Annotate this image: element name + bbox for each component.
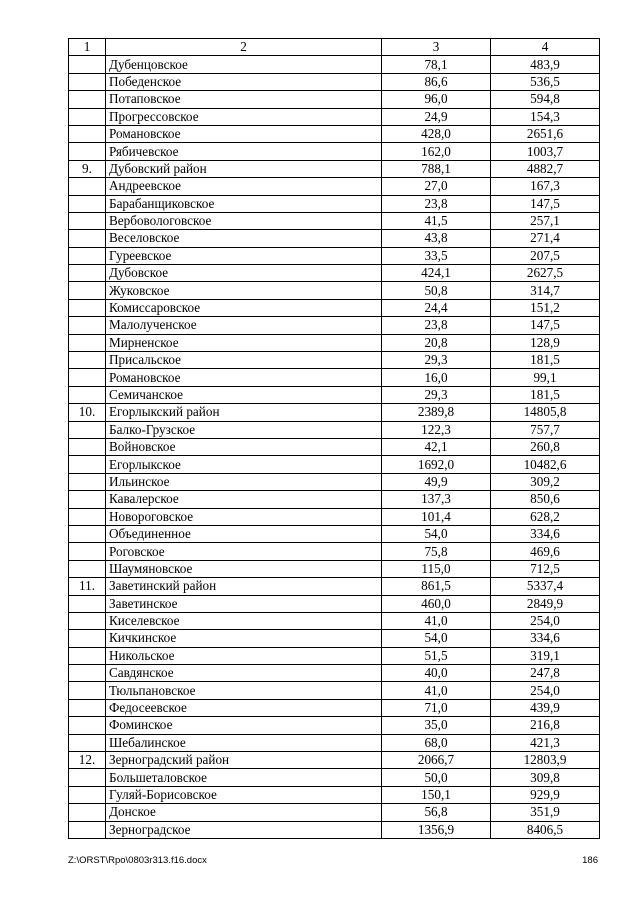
- row-value-col4: 128,9: [491, 334, 600, 351]
- row-value-col4: 271,4: [491, 230, 600, 247]
- row-value-col4: 929,9: [491, 786, 600, 803]
- row-value-col3: 86,6: [382, 73, 491, 90]
- row-name: Барабанщиковское: [106, 195, 382, 212]
- row-name: Гуляй-Борисовское: [106, 786, 382, 803]
- row-number: [69, 108, 106, 125]
- table-row: [69, 786, 600, 803]
- table-row: [69, 404, 600, 421]
- row-name: Балко-Грузское: [106, 421, 382, 438]
- row-number: [69, 665, 106, 682]
- row-value-col4: 207,5: [491, 247, 600, 264]
- table-row: [69, 630, 600, 647]
- row-number: [69, 56, 106, 73]
- row-value-col4: 181,5: [491, 352, 600, 369]
- row-value-col4: 309,2: [491, 473, 600, 490]
- table-row: [69, 682, 600, 699]
- row-name: Никольское: [106, 647, 382, 664]
- row-number: [69, 560, 106, 577]
- row-number: [69, 525, 106, 542]
- table-row: [69, 334, 600, 351]
- row-number: [69, 717, 106, 734]
- row-value-col3: 20,8: [382, 334, 491, 351]
- row-value-col3: 428,0: [382, 125, 491, 142]
- row-name: Шебалинское: [106, 734, 382, 751]
- row-value-col3: 861,5: [382, 578, 491, 595]
- row-value-col4: 309,8: [491, 769, 600, 786]
- row-name: Андреевское: [106, 178, 382, 195]
- row-number: [69, 647, 106, 664]
- row-value-col4: 151,2: [491, 299, 600, 316]
- row-value-col4: 351,9: [491, 804, 600, 821]
- table-row: [69, 665, 600, 682]
- row-name: Кавалерское: [106, 491, 382, 508]
- row-name: Савдянское: [106, 665, 382, 682]
- table-row: [69, 230, 600, 247]
- header-col-2: 2: [106, 39, 382, 56]
- row-name: Большеталовское: [106, 769, 382, 786]
- row-value-col4: 216,8: [491, 717, 600, 734]
- table-row: [69, 473, 600, 490]
- row-value-col4: 12803,9: [491, 752, 600, 769]
- row-name: Новороговское: [106, 508, 382, 525]
- row-value-col3: 460,0: [382, 595, 491, 612]
- table-row: [69, 317, 600, 334]
- row-number: [69, 282, 106, 299]
- row-number: [69, 821, 106, 838]
- table-row: [69, 73, 600, 90]
- row-name: Рябичевское: [106, 143, 382, 160]
- table-row: [69, 804, 600, 821]
- row-value-col4: 334,6: [491, 525, 600, 542]
- row-value-col3: 41,0: [382, 682, 491, 699]
- row-value-col4: 850,6: [491, 491, 600, 508]
- row-name: Зерноградское: [106, 821, 382, 838]
- row-value-col4: 4882,7: [491, 160, 600, 177]
- row-number: [69, 91, 106, 108]
- row-value-col4: 421,3: [491, 734, 600, 751]
- table-row: [69, 491, 600, 508]
- row-name: Потаповское: [106, 91, 382, 108]
- table-row: [69, 717, 600, 734]
- row-value-col3: 41,0: [382, 612, 491, 629]
- row-value-col3: 33,5: [382, 247, 491, 264]
- table-row: [69, 212, 600, 229]
- row-value-col3: 24,4: [382, 299, 491, 316]
- row-number: [69, 630, 106, 647]
- row-name: Прогрессовское: [106, 108, 382, 125]
- row-number: [69, 456, 106, 473]
- row-number: [69, 247, 106, 264]
- row-number: 10.: [69, 404, 106, 421]
- row-name: Ильинское: [106, 473, 382, 490]
- row-number: [69, 508, 106, 525]
- row-number: [69, 230, 106, 247]
- row-number: [69, 473, 106, 490]
- row-name: Фоминское: [106, 717, 382, 734]
- row-value-col4: 254,0: [491, 682, 600, 699]
- table-row: [69, 352, 600, 369]
- row-name: Веселовское: [106, 230, 382, 247]
- row-number: [69, 786, 106, 803]
- row-value-col3: 1692,0: [382, 456, 491, 473]
- row-number: [69, 734, 106, 751]
- row-value-col4: 536,5: [491, 73, 600, 90]
- table-row: [69, 108, 600, 125]
- row-value-col4: 483,9: [491, 56, 600, 73]
- row-value-col3: 150,1: [382, 786, 491, 803]
- row-name: Киселевское: [106, 612, 382, 629]
- row-number: [69, 317, 106, 334]
- row-number: [69, 125, 106, 142]
- row-value-col3: 75,8: [382, 543, 491, 560]
- header-col-1: 1: [69, 39, 106, 56]
- row-number: 9.: [69, 160, 106, 177]
- row-value-col3: 71,0: [382, 699, 491, 716]
- row-number: [69, 491, 106, 508]
- row-value-col3: 35,0: [382, 717, 491, 734]
- table-row: [69, 369, 600, 386]
- row-value-col4: 439,9: [491, 699, 600, 716]
- row-value-col3: 41,5: [382, 212, 491, 229]
- row-value-col3: 2066,7: [382, 752, 491, 769]
- row-value-col4: 628,2: [491, 508, 600, 525]
- row-value-col3: 137,3: [382, 491, 491, 508]
- row-name: Романовское: [106, 125, 382, 142]
- row-value-col4: 8406,5: [491, 821, 600, 838]
- row-number: [69, 682, 106, 699]
- row-value-col3: 51,5: [382, 647, 491, 664]
- row-value-col3: 115,0: [382, 560, 491, 577]
- row-value-col4: 757,7: [491, 421, 600, 438]
- row-number: [69, 386, 106, 403]
- row-name: Зерноградский район: [106, 752, 382, 769]
- row-value-col3: 56,8: [382, 804, 491, 821]
- row-number: [69, 352, 106, 369]
- row-name: Федосеевское: [106, 699, 382, 716]
- row-value-col4: 2627,5: [491, 265, 600, 282]
- table-row: [69, 699, 600, 716]
- row-number: [69, 699, 106, 716]
- row-value-col4: 167,3: [491, 178, 600, 195]
- row-name: Егорлыкское: [106, 456, 382, 473]
- row-name: Объединенное: [106, 525, 382, 542]
- table-row: [69, 769, 600, 786]
- row-name: Дубовское: [106, 265, 382, 282]
- row-number: [69, 369, 106, 386]
- table-row: [69, 265, 600, 282]
- row-value-col3: 23,8: [382, 195, 491, 212]
- row-number: [69, 334, 106, 351]
- row-name: Победенское: [106, 73, 382, 90]
- header-col-3: 3: [382, 39, 491, 56]
- row-number: 12.: [69, 752, 106, 769]
- row-value-col4: 319,1: [491, 647, 600, 664]
- row-value-col3: 101,4: [382, 508, 491, 525]
- row-value-col3: 96,0: [382, 91, 491, 108]
- row-value-col3: 1356,9: [382, 821, 491, 838]
- table-row: [69, 595, 600, 612]
- row-name: Донское: [106, 804, 382, 821]
- row-number: 11.: [69, 578, 106, 595]
- row-name: Малолученское: [106, 317, 382, 334]
- row-value-col3: 23,8: [382, 317, 491, 334]
- row-name: Кичкинское: [106, 630, 382, 647]
- row-value-col3: 27,0: [382, 178, 491, 195]
- row-value-col3: 16,0: [382, 369, 491, 386]
- row-value-col3: 788,1: [382, 160, 491, 177]
- footer-page-number: 186: [582, 855, 598, 866]
- row-value-col3: 24,9: [382, 108, 491, 125]
- row-name: Семичанское: [106, 386, 382, 403]
- table-row: [69, 56, 600, 73]
- table-row: [69, 195, 600, 212]
- table-row: [69, 421, 600, 438]
- table-row: [69, 299, 600, 316]
- row-number: [69, 265, 106, 282]
- row-value-col4: 469,6: [491, 543, 600, 560]
- row-name: Жуковское: [106, 282, 382, 299]
- table-row: [69, 508, 600, 525]
- row-name: Дубовский район: [106, 160, 382, 177]
- row-value-col3: 78,1: [382, 56, 491, 73]
- row-value-col4: 10482,6: [491, 456, 600, 473]
- table-body: [69, 39, 600, 839]
- table-row: [69, 578, 600, 595]
- table-row: [69, 160, 600, 177]
- row-value-col3: 162,0: [382, 143, 491, 160]
- row-value-col3: 40,0: [382, 665, 491, 682]
- row-number: [69, 73, 106, 90]
- table-row: [69, 647, 600, 664]
- table-row: [69, 247, 600, 264]
- row-number: [69, 178, 106, 195]
- row-value-col3: 49,9: [382, 473, 491, 490]
- row-name: Вербовологовское: [106, 212, 382, 229]
- row-name: Присальское: [106, 352, 382, 369]
- row-name: Тюльпановское: [106, 682, 382, 699]
- row-name: Мирненское: [106, 334, 382, 351]
- table-row: [69, 734, 600, 751]
- row-value-col4: 147,5: [491, 317, 600, 334]
- table-row: [69, 282, 600, 299]
- table-row: [69, 525, 600, 542]
- row-name: Комиссаровское: [106, 299, 382, 316]
- row-value-col4: 254,0: [491, 612, 600, 629]
- row-number: [69, 438, 106, 455]
- data-table: [68, 38, 600, 839]
- row-value-col4: 99,1: [491, 369, 600, 386]
- row-number: [69, 212, 106, 229]
- row-number: [69, 612, 106, 629]
- row-name: Заветинское: [106, 595, 382, 612]
- row-value-col4: 2849,9: [491, 595, 600, 612]
- row-number: [69, 195, 106, 212]
- row-value-col4: 257,1: [491, 212, 600, 229]
- header-col-4: 4: [491, 39, 600, 56]
- row-value-col4: 594,8: [491, 91, 600, 108]
- row-value-col4: 260,8: [491, 438, 600, 455]
- row-value-col3: 43,8: [382, 230, 491, 247]
- row-value-col4: 247,8: [491, 665, 600, 682]
- table-row: [69, 91, 600, 108]
- row-value-col3: 29,3: [382, 352, 491, 369]
- row-name: Романовское: [106, 369, 382, 386]
- row-value-col3: 424,1: [382, 265, 491, 282]
- table-row: [69, 612, 600, 629]
- row-value-col4: 314,7: [491, 282, 600, 299]
- table-row: [69, 178, 600, 195]
- row-value-col4: 2651,6: [491, 125, 600, 142]
- row-number: [69, 543, 106, 560]
- row-number: [69, 421, 106, 438]
- table-row: [69, 752, 600, 769]
- row-value-col4: 334,6: [491, 630, 600, 647]
- row-name: Заветинский район: [106, 578, 382, 595]
- row-value-col4: 5337,4: [491, 578, 600, 595]
- table-row: [69, 143, 600, 160]
- row-name: Дубенцовское: [106, 56, 382, 73]
- row-name: Роговское: [106, 543, 382, 560]
- row-name: Войновское: [106, 438, 382, 455]
- row-value-col4: 14805,8: [491, 404, 600, 421]
- row-value-col3: 68,0: [382, 734, 491, 751]
- row-number: [69, 804, 106, 821]
- row-value-col3: 2389,8: [382, 404, 491, 421]
- table-row: [69, 456, 600, 473]
- row-number: [69, 595, 106, 612]
- table-row: [69, 560, 600, 577]
- table-header-row: [69, 39, 600, 56]
- row-value-col3: 50,8: [382, 282, 491, 299]
- table-row: [69, 543, 600, 560]
- row-value-col3: 50,0: [382, 769, 491, 786]
- row-value-col4: 712,5: [491, 560, 600, 577]
- row-value-col4: 147,5: [491, 195, 600, 212]
- row-value-col3: 122,3: [382, 421, 491, 438]
- row-value-col3: 54,0: [382, 630, 491, 647]
- row-name: Гуреевское: [106, 247, 382, 264]
- row-number: [69, 769, 106, 786]
- row-number: [69, 143, 106, 160]
- row-value-col4: 1003,7: [491, 143, 600, 160]
- row-value-col3: 42,1: [382, 438, 491, 455]
- table-row: [69, 386, 600, 403]
- footer-file-path: Z:\ORST\Rpo\0803r313.f16.docx: [68, 855, 207, 866]
- table-row: [69, 821, 600, 838]
- table-row: [69, 438, 600, 455]
- row-value-col4: 181,5: [491, 386, 600, 403]
- row-value-col3: 29,3: [382, 386, 491, 403]
- row-name: Егорлыкский район: [106, 404, 382, 421]
- row-value-col3: 54,0: [382, 525, 491, 542]
- row-value-col4: 154,3: [491, 108, 600, 125]
- row-name: Шаумяновское: [106, 560, 382, 577]
- row-number: [69, 299, 106, 316]
- table-row: [69, 125, 600, 142]
